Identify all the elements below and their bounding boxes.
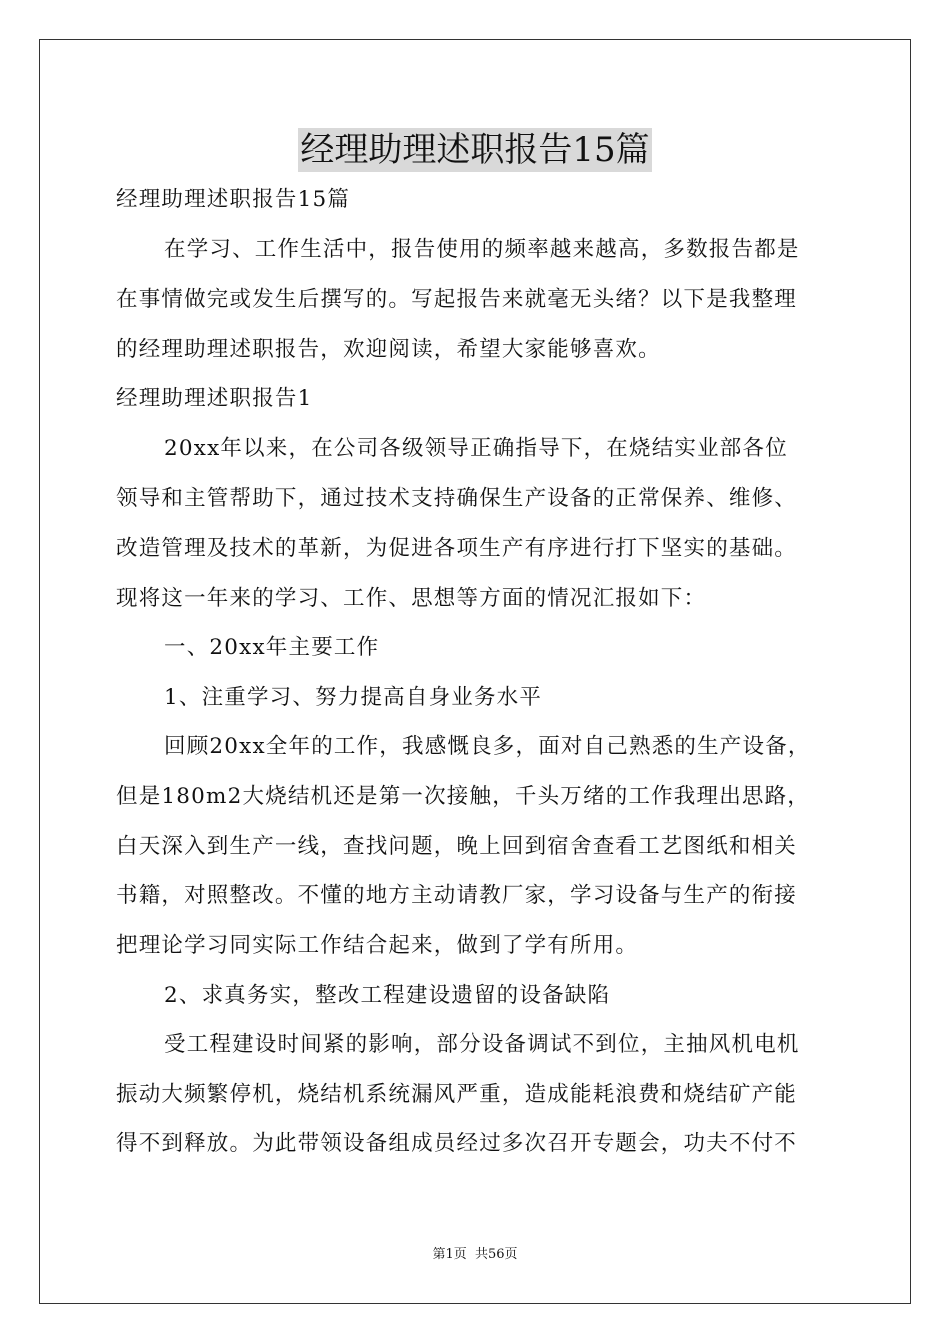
page-number: 第1页 (432, 1247, 467, 1262)
page-total: 共56页 (474, 1247, 518, 1262)
paragraph-line: 现将这一年来的学习、工作、思想等方面的情况汇报如下： (116, 586, 707, 611)
paragraph-line: 改造管理及技术的革新，为促进各项生产有序进行打下坚实的基础。 (116, 536, 798, 561)
paragraph-line: 振动大频繁停机，烧结机系统漏风严重，造成能耗浪费和烧结矿产能 (116, 1082, 798, 1107)
section-heading: 2、求真务实，整改工程建设遗留的设备缺陷 (164, 983, 611, 1008)
paragraph-line: 在学习、工作生活中，报告使用的频率越来越高，多数报告都是 (164, 237, 800, 262)
subtitle-line: 经理助理述职报告15篇 (116, 187, 351, 212)
paragraph-line: 20xx年以来，在公司各级领导正确指导下，在烧结实业部各位 (164, 436, 788, 461)
title-container (0, 128, 950, 172)
paragraph-line: 书籍，对照整改。不懂的地方主动请教厂家，学习设备与生产的衔接 (116, 883, 798, 908)
paragraph-line: 得不到释放。为此带领设备组成员经过多次召开专题会，功夫不付不 (116, 1131, 798, 1156)
page-footer (0, 1246, 950, 1264)
paragraph-line: 但是180m2大烧结机还是第一次接触，千头万绪的工作我理出思路， (116, 784, 811, 809)
paragraph-line: 在事情做完或发生后撰写的。写起报告来就毫无头绪？以下是我整理 (116, 287, 798, 312)
page-border (39, 39, 911, 1304)
paragraph-line: 领导和主管帮助下，通过技术支持确保生产设备的正常保养、维修、 (116, 486, 798, 511)
paragraph-line: 受工程建设时间紧的影响，部分设备调试不到位，主抽风机电机 (164, 1032, 800, 1057)
paragraph-line: 回顾20xx全年的工作，我感慨良多，面对自己熟悉的生产设备， (164, 734, 811, 759)
section-heading: 经理助理述职报告1 (116, 386, 313, 411)
paragraph-line: 的经理助理述职报告，欢迎阅读，希望大家能够喜欢。 (116, 337, 661, 362)
paragraph-line: 把理论学习同实际工作结合起来，做到了学有所用。 (116, 933, 639, 958)
document-title: 经理助理述职报告15篇 (300, 130, 650, 170)
section-heading: 一、20xx年主要工作 (164, 635, 380, 660)
paragraph-line: 白天深入到生产一线，查找问题，晚上回到宿舍查看工艺图纸和相关 (116, 834, 798, 859)
section-heading: 1、注重学习、努力提高自身业务水平 (164, 685, 543, 710)
